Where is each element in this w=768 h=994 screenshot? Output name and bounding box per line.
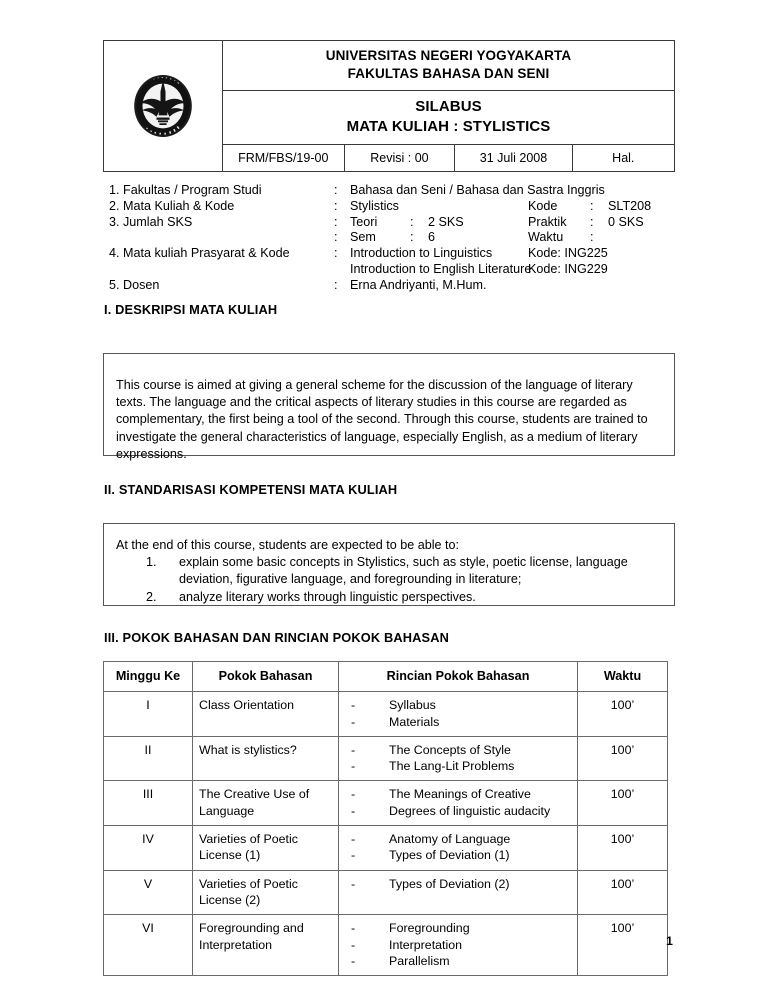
info-sub-colon: : <box>410 214 414 229</box>
faculty-name: FAKULTAS BAHASA DAN SENI <box>347 65 550 81</box>
header-title-cell <box>223 90 675 144</box>
detail-item <box>345 714 571 730</box>
info-right-colon: : <box>590 214 594 229</box>
detail-item <box>345 803 571 819</box>
info-label: 2. Mata Kuliah & Kode <box>109 198 235 213</box>
competency-box <box>103 523 675 606</box>
detail-item <box>345 758 571 774</box>
document-type: SILABUS <box>415 97 482 115</box>
cell-week: III <box>104 781 193 826</box>
dash-bullet-icon: - <box>351 832 356 847</box>
info-row <box>109 183 689 199</box>
info-colon: : <box>334 230 338 245</box>
list-item-text: analyze literary works through linguistic perspectives. <box>179 589 476 604</box>
dash-bullet-icon: - <box>351 876 356 891</box>
detail-text: Parallelism <box>389 953 450 968</box>
uny-seal-svg <box>127 70 199 142</box>
info-value: Introduction to English Literature <box>350 261 532 276</box>
cell-topic: The Creative Use of Language <box>193 781 339 826</box>
course-description-box <box>103 353 675 461</box>
info-row <box>109 262 689 278</box>
course-description-text: This course is aimed at giving a general scheme for the discussion of the language of literary texts. The language and the critical aspects of literary studies in this course are regarded as complementary, the first being a tool of the second. Through this course, students are trained to investigate the general characteristics of language, especially English, as a medium of literary expressions. <box>116 378 648 461</box>
detail-list <box>345 920 571 969</box>
cell-topic: Varieties of Poetic License (2) <box>193 870 339 915</box>
info-colon: : <box>334 183 338 197</box>
document-date: 31 Juli 2008 <box>455 145 572 171</box>
document-header-table <box>103 40 675 172</box>
cell-week: VI <box>104 915 193 976</box>
form-code: FRM/FBS/19-00 <box>223 145 344 171</box>
cell-details <box>339 870 578 915</box>
detail-text: Degrees of linguistic audacity <box>389 803 551 818</box>
detail-list <box>345 697 571 730</box>
list-item-number: 2. <box>146 589 157 604</box>
cell-time: 100’ <box>578 692 668 737</box>
detail-list <box>345 786 571 819</box>
cell-time: 100’ <box>578 915 668 976</box>
detail-item <box>345 786 571 802</box>
detail-item <box>345 831 571 847</box>
detail-text: Foregrounding <box>389 921 470 936</box>
info-label: 1. Fakultas / Program Studi <box>109 183 262 197</box>
info-value: Bahasa dan Seni / Bahasa dan Sastra Inggris <box>350 183 605 197</box>
info-value: Stylistics <box>350 198 399 213</box>
info-row <box>109 246 689 262</box>
info-label: 3. Jumlah SKS <box>109 214 193 229</box>
column-header-minggu: Minggu Ke <box>104 662 193 692</box>
table-header-row <box>104 662 668 692</box>
section-heading-deskripsi: I. DESKRIPSI MATA KULIAH <box>104 302 278 317</box>
detail-item <box>345 937 571 953</box>
dash-bullet-icon: - <box>351 937 356 952</box>
info-label: 5. Dosen <box>109 277 160 292</box>
detail-text: Syllabus <box>389 698 436 713</box>
detail-item <box>345 697 571 713</box>
info-sub-colon: : <box>410 230 414 245</box>
dash-bullet-icon: - <box>351 953 356 968</box>
cell-week: V <box>104 870 193 915</box>
cell-topic: What is stylistics? <box>193 736 339 781</box>
dash-bullet-icon: - <box>351 921 356 936</box>
info-row <box>109 215 689 231</box>
info-right-value: 0 SKS <box>608 214 644 229</box>
info-right-value: SLT208 <box>608 198 652 213</box>
revision-label: Revisi : 00 <box>344 145 455 171</box>
info-colon: : <box>334 246 338 261</box>
table-row <box>104 870 668 915</box>
header-university-cell <box>223 41 675 91</box>
info-colon: : <box>334 214 338 229</box>
info-sub-value: 2 SKS <box>428 214 464 229</box>
info-value: Sem <box>350 230 376 245</box>
cell-week: I <box>104 692 193 737</box>
info-right-colon: : <box>590 198 594 213</box>
list-item-text: explain some basic concepts in Stylistics, such as style, poetic license, language deviation, figurative language, and foregrounding in literature; <box>179 555 628 587</box>
detail-item <box>345 920 571 936</box>
cell-details <box>339 781 578 826</box>
cell-details <box>339 692 578 737</box>
detail-text: Interpretation <box>389 937 463 952</box>
column-header-waktu: Waktu <box>578 662 668 692</box>
detail-list <box>345 831 571 864</box>
cell-details <box>339 736 578 781</box>
header-meta-table <box>223 145 674 171</box>
logo-cell <box>104 41 223 172</box>
detail-text: Materials <box>389 714 440 729</box>
detail-list <box>345 742 571 775</box>
detail-text: The Concepts of Style <box>389 742 511 757</box>
table-row <box>104 736 668 781</box>
cell-details <box>339 915 578 976</box>
cell-time: 100’ <box>578 736 668 781</box>
course-info-block <box>109 183 689 294</box>
info-value: Teori <box>350 214 378 229</box>
info-sub-value: 6 <box>428 230 436 245</box>
detail-text: Anatomy of Language <box>389 832 511 847</box>
dash-bullet-icon: - <box>351 803 356 818</box>
detail-list <box>345 876 571 892</box>
header-meta-cell <box>223 144 675 171</box>
cell-details <box>339 826 578 871</box>
topics-table <box>103 661 668 976</box>
info-row <box>109 199 689 215</box>
university-name: UNIVERSITAS NEGERI YOGYAKARTA <box>325 48 572 63</box>
detail-text: Types of Deviation (2) <box>389 876 510 891</box>
detail-text: Types of Deviation (1) <box>389 848 510 863</box>
cell-topic: Class Orientation <box>193 692 339 737</box>
info-right-label: Waktu <box>528 230 564 245</box>
dash-bullet-icon: - <box>351 742 356 757</box>
section-heading-kompetensi: II. STANDARISASI KOMPETENSI MATA KULIAH <box>104 482 398 497</box>
info-value: Erna Andriyanti, M.Hum. <box>350 277 487 292</box>
dash-bullet-icon: - <box>351 848 356 863</box>
table-row <box>104 915 668 976</box>
course-title: MATA KULIAH : STYLISTICS <box>346 117 551 135</box>
cell-week: IV <box>104 826 193 871</box>
info-right-label: Kode <box>528 198 558 213</box>
uny-seal-logo-icon <box>104 70 222 142</box>
cell-topic: Varieties of Poetic License (1) <box>193 826 339 871</box>
detail-text: The Lang-Lit Problems <box>389 759 515 774</box>
detail-item <box>345 742 571 758</box>
info-row <box>109 278 689 294</box>
info-right-label: Praktik <box>528 214 567 229</box>
list-item-number: 1. <box>146 555 157 570</box>
dash-bullet-icon: - <box>351 698 356 713</box>
table-row <box>104 826 668 871</box>
page-number: 1 <box>666 934 673 948</box>
list-item <box>116 589 660 606</box>
detail-item <box>345 847 571 863</box>
cell-time: 100’ <box>578 870 668 915</box>
cell-time: 100’ <box>578 781 668 826</box>
column-header-pokok-bahasan: Pokok Bahasan <box>193 662 339 692</box>
dash-bullet-icon: - <box>351 787 356 802</box>
prerequisite-code: Kode: ING229 <box>528 261 608 276</box>
detail-text: The Meanings of Creative <box>389 787 531 802</box>
detail-item <box>345 876 571 892</box>
table-row <box>104 781 668 826</box>
info-right-colon: : <box>590 230 594 245</box>
competency-list <box>116 554 660 606</box>
competency-intro: At the end of this course, students are expected to be able to: <box>116 538 460 552</box>
cell-time: 100’ <box>578 826 668 871</box>
info-colon: : <box>334 198 338 213</box>
cell-topic: Foregrounding and Interpretation <box>193 915 339 976</box>
detail-item <box>345 953 571 969</box>
dash-bullet-icon: - <box>351 714 356 729</box>
column-header-rincian: Rincian Pokok Bahasan <box>339 662 578 692</box>
info-value: Introduction to Linguistics <box>350 246 493 261</box>
list-item <box>116 554 660 588</box>
prerequisite-code: Kode: ING225 <box>528 246 608 261</box>
section-heading-pokok-bahasan: III. POKOK BAHASAN DAN RINCIAN POKOK BAHASAN <box>104 630 450 645</box>
dash-bullet-icon: - <box>351 759 356 774</box>
info-row <box>109 230 689 246</box>
info-colon: : <box>334 277 338 292</box>
table-row <box>104 692 668 737</box>
page-label: Hal. <box>612 150 635 165</box>
info-label: 4. Mata kuliah Prasyarat & Kode <box>109 246 290 261</box>
cell-week: II <box>104 736 193 781</box>
